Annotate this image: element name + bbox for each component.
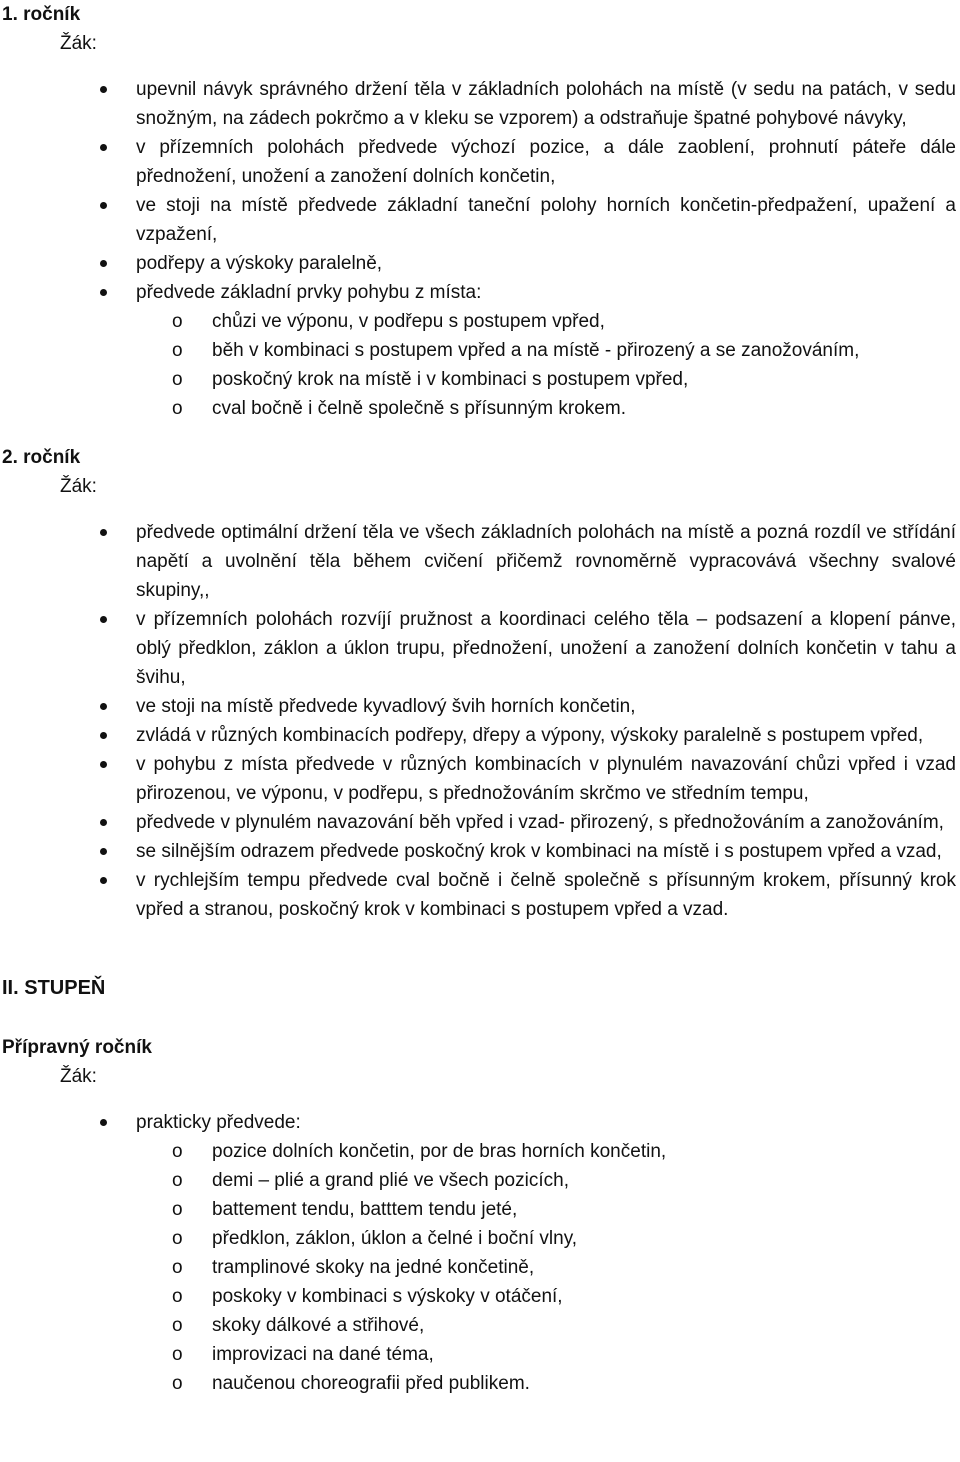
list-item-text: podřepy a výskoky paralelně,	[136, 253, 383, 274]
list-item-text: prakticky předvede:	[136, 1112, 301, 1133]
bullet-icon	[100, 877, 107, 884]
sub-item-text: naučenou choreografii před publikem.	[212, 1373, 530, 1394]
sub-list-item	[0, 307, 960, 336]
sub-list	[0, 307, 960, 423]
list-item-text: v pohybu z místa předvede v různých kombinacích v plynulém navazování chůzi vpřed i vzad přirozenou, ve výponu, v podřepu, s přednožováním skrčmo ve středním tempu,	[136, 754, 956, 804]
sub-list-item	[0, 394, 960, 423]
sub-list	[0, 1137, 960, 1398]
list-item	[0, 278, 960, 307]
list-item	[0, 1108, 960, 1137]
bullet-icon	[100, 819, 107, 826]
sub-item-text: skoky dálkové a střihové,	[212, 1315, 425, 1336]
sub-list-item	[0, 1311, 960, 1340]
sub-item-text: předklon, záklon, úklon a čelné i boční vlny,	[212, 1228, 578, 1249]
sub-bullet-icon: o	[172, 340, 183, 361]
section-heading: 2. ročník	[2, 447, 81, 468]
sub-bullet-icon: o	[172, 1344, 183, 1365]
bullet-icon	[100, 529, 107, 536]
list-item	[0, 75, 960, 133]
student-label: Žák:	[60, 476, 97, 497]
list-item-text: ve stoji na místě předvede základní taneční polohy horních končetin-předpažení, upažení a vzpažení,	[136, 195, 956, 245]
list-item	[0, 837, 960, 866]
sub-bullet-icon: o	[172, 311, 183, 332]
list-item	[0, 518, 960, 605]
bullet-icon	[100, 1119, 107, 1126]
list-item-text: zvládá v různých kombinacích podřepy, dřepy a výpony, výskoky paralelně s postupem vpřed,	[136, 725, 924, 746]
sub-bullet-icon: o	[172, 1373, 183, 1394]
sub-list-item	[0, 1253, 960, 1282]
bullet-icon	[100, 202, 107, 209]
list-item-text: předvede základní prvky pohybu z místa:	[136, 282, 482, 303]
student-label: Žák:	[60, 1066, 97, 1087]
bullet-list	[0, 75, 960, 307]
section-heading: 1. ročník	[2, 4, 81, 25]
sub-list-item	[0, 1340, 960, 1369]
bullet-icon	[100, 761, 107, 768]
student-label: Žák:	[60, 33, 97, 54]
bullet-icon	[100, 289, 107, 296]
list-item-text: ve stoji na místě předvede kyvadlový švih horních končetin,	[136, 696, 636, 717]
sub-list-item	[0, 1166, 960, 1195]
sub-bullet-icon: o	[172, 1141, 183, 1162]
list-item	[0, 866, 960, 924]
list-item	[0, 133, 960, 191]
sub-list-item	[0, 365, 960, 394]
sub-bullet-icon: o	[172, 369, 183, 390]
sub-item-text: demi – plié a grand plié ve všech pozicích,	[212, 1170, 569, 1191]
sub-bullet-icon: o	[172, 1199, 183, 1220]
bullet-icon	[100, 732, 107, 739]
list-item-text: upevnil návyk správného držení těla v základních polohách na místě (v sedu na patách, v sedu snožným, na zádech pokrčmo a v kleku se vzporem) a odstraňuje špatné pohybové návyky,	[136, 79, 956, 129]
bullet-icon	[100, 703, 107, 710]
list-item-text: předvede optimální držení těla ve všech základních polohách na místě a pozná rozdíl ve střídání napětí a uvolnění těla během cvičení přičemž rovnoměrně vypracovává všechny svalové skupiny,,	[136, 522, 956, 601]
list-item	[0, 191, 960, 249]
list-item	[0, 605, 960, 692]
sub-bullet-icon: o	[172, 1257, 183, 1278]
sub-item-text: chůzi ve výponu, v podřepu s postupem vpřed,	[212, 311, 605, 332]
class-heading: Přípravný ročník	[2, 1037, 152, 1058]
bullet-icon	[100, 848, 107, 855]
sub-list-item	[0, 1195, 960, 1224]
sub-list-item	[0, 336, 960, 365]
stage-section	[0, 974, 960, 1398]
section-2	[0, 443, 960, 924]
sub-bullet-icon: o	[172, 1228, 183, 1249]
list-item-text: v přízemních polohách předvede výchozí pozice, a dále zaoblení, prohnutí páteře dále přednožení, unožení a zanožení dolních končetin,	[136, 137, 956, 187]
sub-list-item	[0, 1369, 960, 1398]
sub-item-text: běh v kombinaci s postupem vpřed a na místě - přirozený a se zanožováním,	[212, 340, 860, 361]
sub-item-text: improvizaci na dané téma,	[212, 1344, 434, 1365]
sub-list-item	[0, 1137, 960, 1166]
sub-item-text: pozice dolních končetin, por de bras horních končetin,	[212, 1141, 667, 1162]
bullet-list	[0, 518, 960, 924]
list-item	[0, 249, 960, 278]
list-item-text: se silnějším odrazem předvede poskočný krok v kombinaci na místě i s postupem vpřed a vzad,	[136, 841, 942, 862]
list-item-text: v rychlejším tempu předvede cval bočně i čelně společně s přísunným krokem, přísunný krok vpřed a stranou, poskočný krok v kombinaci s postupem vpřed a vzad.	[136, 870, 956, 920]
sub-bullet-icon: o	[172, 1315, 183, 1336]
bullet-icon	[100, 260, 107, 267]
sub-bullet-icon: o	[172, 398, 183, 419]
sub-item-text: poskoky v kombinaci s výskoky v otáčení,	[212, 1286, 563, 1307]
list-item-text: předvede v plynulém navazování běh vpřed i vzad- přirozený, s přednožováním a zanožováním,	[136, 812, 944, 833]
sub-bullet-icon: o	[172, 1170, 183, 1191]
bullet-list	[0, 1108, 960, 1137]
sub-list-item	[0, 1282, 960, 1311]
list-item	[0, 808, 960, 837]
sub-item-text: poskočný krok na místě i v kombinaci s postupem vpřed,	[212, 369, 689, 390]
list-item	[0, 692, 960, 721]
sub-bullet-icon: o	[172, 1286, 183, 1307]
stage-heading: II. STUPEŇ	[2, 977, 106, 999]
bullet-icon	[100, 144, 107, 151]
bullet-icon	[100, 616, 107, 623]
list-item-text: v přízemních polohách rozvíjí pružnost a koordinaci celého těla – podsazení a klopení pánve, oblý předklon, záklon a úklon trupu, přednožení, unožení a zanožení dolních končetin v tahu a švihu,	[136, 609, 956, 688]
sub-item-text: tramplinové skoky na jedné končetině,	[212, 1257, 535, 1278]
bullet-icon	[100, 86, 107, 93]
list-item	[0, 721, 960, 750]
sub-list-item	[0, 1224, 960, 1253]
sub-item-text: battement tendu, batttem tendu jeté,	[212, 1199, 518, 1220]
list-item	[0, 750, 960, 808]
section-1	[0, 0, 960, 423]
sub-item-text: cval bočně i čelně společně s přísunným krokem.	[212, 398, 626, 419]
